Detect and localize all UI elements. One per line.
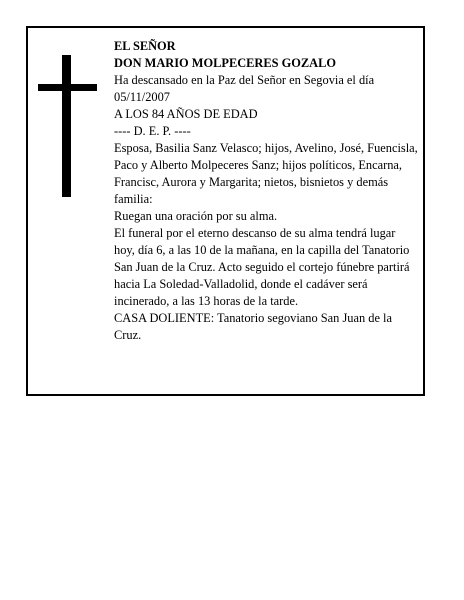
cross-icon-arm xyxy=(38,84,97,91)
obituary-title-line1: EL SEÑOR xyxy=(114,39,176,53)
obituary-text xyxy=(114,38,418,344)
obituary-family: Esposa, Basilia Sanz Velasco; hijos, Avelino, José, Fuencisla, Paco y Alberto Molpeceres Sanz; hijos políticos, Encarna, Francisc, Aurora y Margarita; nietos, bisnietos y demás familia: xyxy=(114,141,418,206)
obituary-death-notice: Ha descansado en la Paz del Señor en Segovia el día 05/11/2007 xyxy=(114,73,375,104)
cross-icon xyxy=(62,55,71,197)
obituary-deceased-name: DON MARIO MOLPECERES GOZALO xyxy=(114,56,337,70)
obituary-prayer-request: Ruegan una oración por su alma. xyxy=(114,209,278,223)
obituary-rip: ---- D. E. P. ---- xyxy=(114,124,191,138)
obituary-funeral-details: El funeral por el eterno descanso de su alma tendrá lugar hoy, día 6, a las 10 de la mañana, en la capilla del Tanatorio San Juan de la Cruz. Acto seguido el cortejo fúnebre partirá hacia La Soledad-Valladolid, donde el cadáver será incinerado, a las 13 horas de la tarde. xyxy=(114,226,410,308)
obituary-mourning-house: CASA DOLIENTE: Tanatorio segoviano San Juan de la Cruz. xyxy=(114,311,392,342)
obituary-age: A LOS 84 AÑOS DE EDAD xyxy=(114,107,258,121)
